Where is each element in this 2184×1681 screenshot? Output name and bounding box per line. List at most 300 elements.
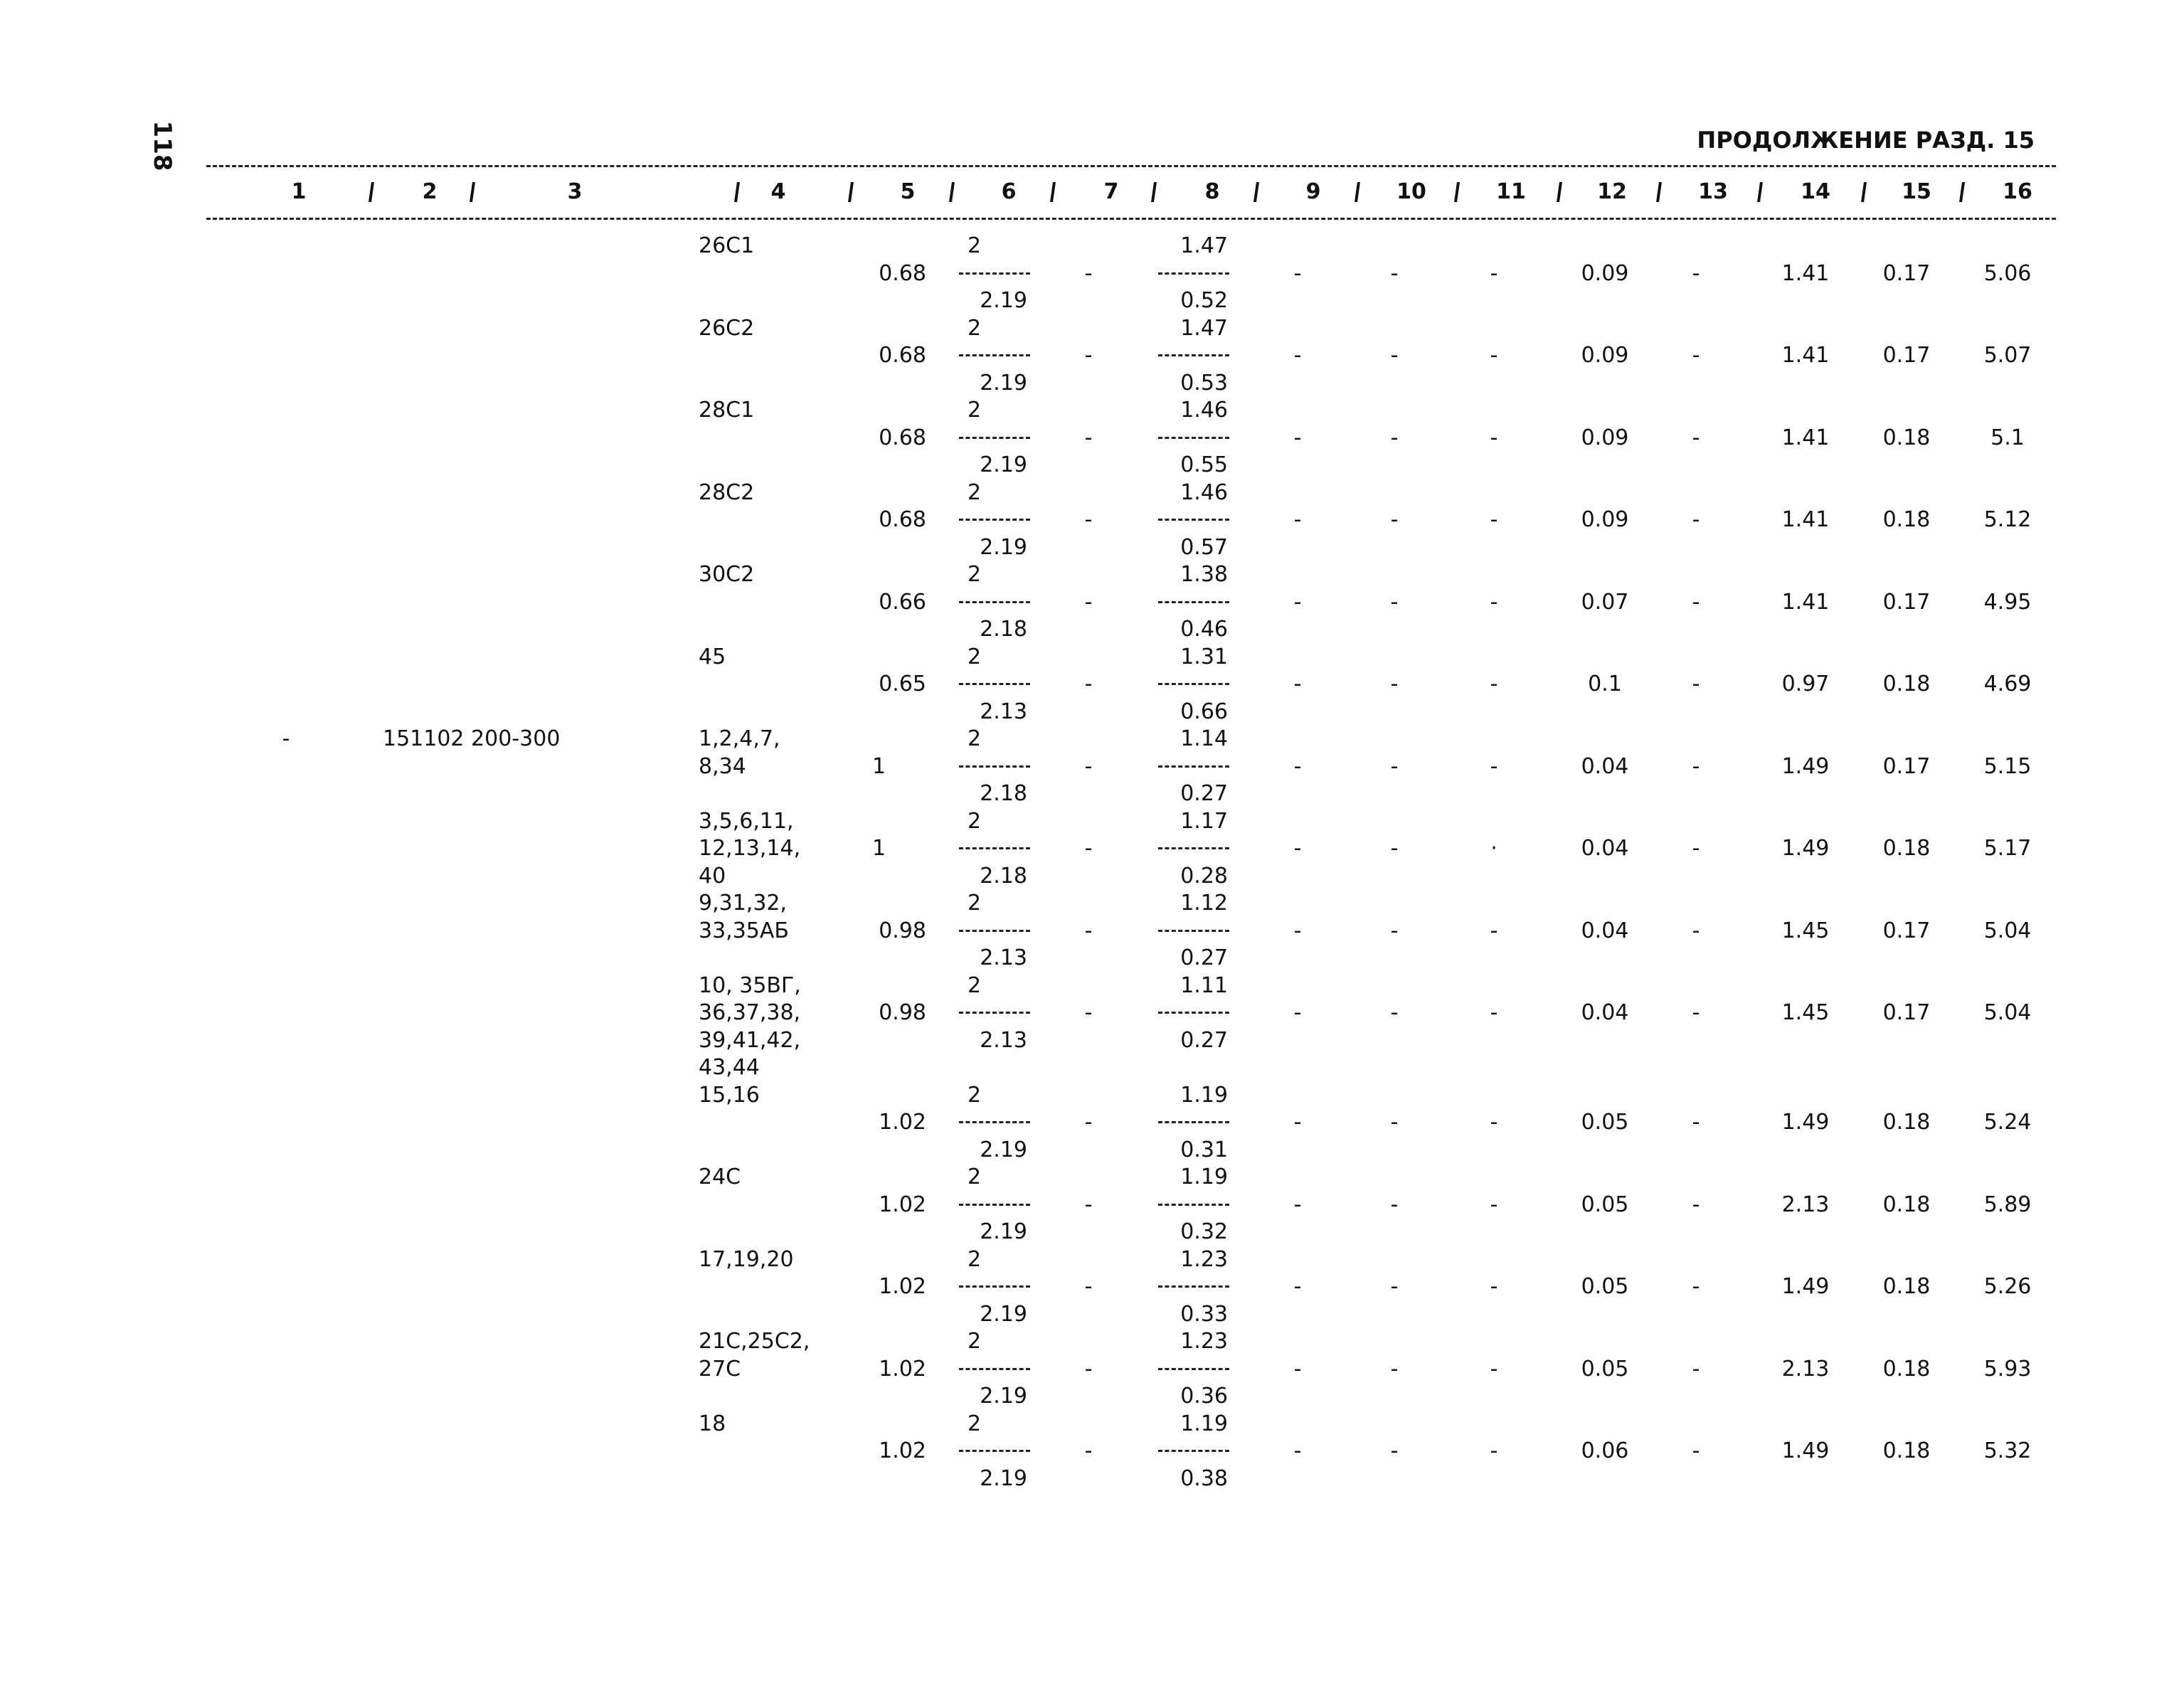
cell-col13: - (1692, 425, 1700, 450)
cell-col7: - (1084, 1438, 1093, 1463)
fraction-line (959, 765, 1030, 768)
cell-col5: 1.02 (879, 1274, 926, 1299)
cell-col8-numerator: 1.46 (1180, 398, 1228, 423)
cell-col5: 0.65 (879, 672, 926, 696)
cell-col11: - (1490, 1438, 1498, 1463)
column-separator (1959, 182, 1965, 202)
cell-col7: - (1084, 1356, 1093, 1382)
cell-col16: 5.06 (1983, 260, 2032, 286)
cell-col11: - (1490, 589, 1498, 615)
fraction-line (1158, 519, 1229, 521)
cell-col7: - (1084, 1110, 1093, 1135)
page-number: 118 (148, 120, 176, 171)
fraction-line (959, 847, 1030, 849)
cell-col6-denominator: 2.18 (980, 617, 1027, 642)
cell-col4-designation: 43,44 (699, 1055, 760, 1080)
cell-col16: 5.04 (1983, 1000, 2032, 1025)
cell-col13: - (1692, 1110, 1700, 1135)
cell-col5: 0.68 (879, 343, 926, 368)
column-separator (1557, 182, 1562, 202)
group-marker: - (282, 726, 290, 751)
cell-col14: 0.97 (1781, 672, 1830, 696)
cell-col4-designation: 15,16 (699, 1082, 760, 1108)
cell-col4-designation: 17,19,20 (699, 1246, 794, 1272)
cell-col13: - (1692, 589, 1700, 615)
cell-col8-numerator: 1.19 (1180, 1082, 1228, 1108)
cell-col14: 1.49 (1781, 836, 1830, 861)
cell-col9: - (1293, 589, 1302, 615)
column-separator (1454, 182, 1460, 202)
fraction-line (1158, 1204, 1229, 1206)
cell-col5: 1 (872, 836, 886, 861)
cell-col4-designation: 39,41,42, (699, 1027, 801, 1053)
cell-col11: - (1490, 1356, 1498, 1382)
section-title: ПРОДОЛЖЕНИЕ РАЗД. 15 (1697, 127, 2035, 154)
cell-col8-numerator: 1.17 (1180, 808, 1228, 834)
cell-col12: 0.04 (1581, 836, 1629, 861)
fraction-line (1158, 1450, 1229, 1452)
cell-col8-numerator: 1.14 (1180, 726, 1228, 751)
column-separator (1151, 182, 1157, 202)
cell-col10: - (1390, 836, 1399, 861)
cell-col6-denominator: 2.18 (980, 863, 1027, 889)
cell-col8-numerator: 1.11 (1180, 972, 1228, 998)
fraction-line (959, 601, 1030, 603)
cell-col13: - (1692, 1438, 1700, 1463)
cell-col15: 0.17 (1882, 343, 1931, 368)
fraction-line (959, 1450, 1030, 1452)
cell-col15: 0.17 (1882, 1000, 1931, 1025)
cell-col10: - (1390, 1192, 1399, 1217)
cell-col13: - (1692, 672, 1700, 696)
cell-col15: 0.18 (1882, 672, 1931, 696)
cell-col6-numerator: 2 (968, 644, 982, 669)
cell-col8-denominator: 0.57 (1180, 534, 1228, 560)
cell-col4-designation: 45 (699, 644, 726, 669)
cell-col14: 1.49 (1781, 1438, 1830, 1463)
column-separator (1355, 182, 1360, 202)
cell-col13: - (1692, 1192, 1700, 1217)
cell-col11: - (1490, 918, 1498, 943)
column-header-3: 3 (567, 179, 583, 204)
column-header-2: 2 (422, 179, 438, 204)
cell-col5: 1.02 (879, 1110, 926, 1135)
cell-col12: 0.04 (1581, 918, 1629, 943)
cell-col6-numerator: 2 (968, 562, 982, 587)
cell-col6-denominator: 2.19 (980, 534, 1027, 560)
cell-col9: - (1293, 1110, 1302, 1135)
cell-col9: - (1293, 836, 1302, 861)
cell-col10: - (1390, 672, 1399, 696)
cell-col12: 0.05 (1581, 1110, 1629, 1135)
cell-col5: 0.68 (879, 507, 926, 532)
column-separator (734, 182, 740, 202)
cell-col14: 2.13 (1781, 1356, 1830, 1382)
cell-col7: - (1084, 918, 1093, 943)
cell-col8-denominator: 0.27 (1180, 1027, 1228, 1053)
cell-col11: - (1490, 425, 1498, 450)
cell-col6-numerator: 2 (968, 972, 982, 998)
cell-col4-designation: 28С1 (699, 398, 755, 423)
column-header-14: 14 (1801, 179, 1830, 204)
fraction-line (1158, 437, 1229, 439)
cell-col5: 0.68 (879, 260, 926, 286)
column-separator (949, 182, 955, 202)
cell-col4-designation: 24С (699, 1165, 741, 1189)
cell-col8-numerator: 1.19 (1180, 1165, 1228, 1189)
cell-col4-designation: 1,2,4,7, (699, 726, 780, 751)
cell-col6-denominator: 2.13 (980, 945, 1027, 970)
fraction-line (959, 519, 1030, 521)
cell-col4-designation: 3,5,6,11, (699, 808, 794, 834)
cell-col8-denominator: 0.55 (1180, 452, 1228, 477)
column-header-6: 6 (1001, 179, 1017, 204)
cell-col11: · (1490, 836, 1497, 861)
cell-col9: - (1293, 918, 1302, 943)
cell-col6-denominator: 2.19 (980, 452, 1027, 477)
cell-col6-numerator: 2 (968, 233, 982, 258)
column-separator (1050, 182, 1056, 202)
cell-col11: - (1490, 1110, 1498, 1135)
cell-col6-numerator: 2 (968, 1411, 982, 1436)
cell-col4-designation: 26С1 (699, 233, 755, 258)
cell-col15: 0.18 (1882, 1356, 1931, 1382)
cell-col13: - (1692, 836, 1700, 861)
cell-col6-numerator: 2 (968, 398, 982, 423)
cell-col9: - (1293, 343, 1302, 368)
cell-col12: 0.06 (1581, 1438, 1629, 1463)
cell-col4-designation: 18 (699, 1411, 726, 1436)
column-separator (1253, 182, 1259, 202)
column-separator (1861, 182, 1867, 202)
cell-col9: - (1293, 1000, 1302, 1025)
cell-col4-designation: 33,35АБ (699, 918, 789, 943)
cell-col10: - (1390, 1000, 1399, 1025)
cell-col10: - (1390, 1274, 1399, 1299)
cell-col7: - (1084, 507, 1093, 532)
cell-col15: 0.18 (1882, 836, 1931, 861)
fraction-line (959, 930, 1030, 932)
cell-col14: 1.41 (1781, 507, 1830, 532)
cell-col6-denominator: 2.18 (980, 781, 1027, 806)
fraction-line (959, 272, 1030, 275)
cell-col6-numerator: 2 (968, 1329, 982, 1354)
cell-col12: 0.1 (1588, 672, 1622, 696)
cell-col14: 1.45 (1781, 918, 1830, 943)
cell-col13: - (1692, 507, 1700, 532)
cell-col10: - (1390, 343, 1399, 368)
cell-col5: 1.02 (879, 1438, 926, 1463)
column-header-1: 1 (291, 179, 307, 204)
cell-col8-denominator: 0.38 (1180, 1465, 1228, 1491)
cell-col8-denominator: 0.32 (1180, 1219, 1228, 1244)
cell-col9: - (1293, 1274, 1302, 1299)
cell-col15: 0.18 (1882, 425, 1931, 450)
cell-col4-designation: 8,34 (699, 753, 746, 779)
cell-col12: 0.04 (1581, 1000, 1629, 1025)
cell-col8-numerator: 1.12 (1180, 891, 1228, 916)
cell-col11: - (1490, 507, 1498, 532)
cell-col9: - (1293, 1192, 1302, 1217)
cell-col5: 0.66 (879, 589, 926, 615)
cell-col4-designation: 36,37,38, (699, 1000, 801, 1025)
cell-col11: - (1490, 1192, 1498, 1217)
cell-col6-numerator: 2 (968, 315, 982, 341)
column-header-10: 10 (1396, 179, 1426, 204)
cell-col4-designation: 9,31,32, (699, 891, 788, 916)
cell-col12: 0.05 (1581, 1356, 1629, 1382)
cell-col6-denominator: 2.19 (980, 1219, 1027, 1244)
cell-col11: - (1490, 1274, 1498, 1299)
header-bottom-rule (206, 218, 2056, 220)
fraction-line (959, 1121, 1030, 1123)
cell-col12: 0.04 (1581, 753, 1629, 779)
cell-col8-numerator: 1.38 (1180, 562, 1228, 587)
cell-col6-numerator: 2 (968, 808, 982, 834)
cell-col8-denominator: 0.46 (1180, 617, 1228, 642)
cell-col7: - (1084, 425, 1093, 450)
group-code: 151102 200-300 (383, 726, 561, 751)
cell-col10: - (1390, 1110, 1399, 1135)
cell-col16: 5.24 (1983, 1110, 2032, 1135)
cell-col16: 5.93 (1983, 1356, 2032, 1382)
cell-col10: - (1390, 260, 1399, 286)
cell-col8-numerator: 1.46 (1180, 479, 1228, 505)
fraction-line (1158, 847, 1229, 849)
fraction-line (1158, 354, 1229, 356)
cell-col16: 4.95 (1983, 589, 2032, 615)
cell-col14: 1.41 (1781, 260, 1830, 286)
cell-col7: - (1084, 753, 1093, 779)
cell-col15: 0.18 (1882, 1192, 1931, 1217)
cell-col10: - (1390, 589, 1399, 615)
column-header-4: 4 (770, 179, 786, 204)
cell-col4-designation: 21С,25С2, (699, 1329, 810, 1354)
column-header-5: 5 (900, 179, 916, 204)
cell-col12: 0.09 (1581, 260, 1629, 286)
cell-col7: - (1084, 260, 1093, 286)
column-separator (369, 182, 374, 202)
fraction-line (1158, 272, 1229, 275)
cell-col6-denominator: 2.19 (980, 1465, 1027, 1491)
cell-col5: 0.68 (879, 425, 926, 450)
cell-col4-designation: 26С2 (699, 315, 755, 341)
cell-col5: 0.98 (879, 918, 926, 943)
cell-col14: 2.13 (1781, 1192, 1830, 1217)
cell-col13: - (1692, 753, 1700, 779)
cell-col10: - (1390, 753, 1399, 779)
fraction-line (1158, 683, 1229, 685)
fraction-line (1158, 601, 1229, 603)
cell-col15: 0.18 (1882, 1438, 1931, 1463)
cell-col16: 5.1 (1990, 425, 2025, 450)
cell-col12: 0.05 (1581, 1274, 1629, 1299)
cell-col9: - (1293, 1438, 1302, 1463)
cell-col16: 5.12 (1983, 507, 2032, 532)
cell-col12: 0.09 (1581, 507, 1629, 532)
cell-col13: - (1692, 1000, 1700, 1025)
fraction-line (1158, 1368, 1229, 1370)
column-header-15: 15 (1902, 179, 1931, 204)
cell-col14: 1.41 (1781, 343, 1830, 368)
cell-col16: 5.15 (1983, 753, 2032, 779)
cell-col8-denominator: 0.52 (1180, 288, 1228, 313)
fraction-line (1158, 1121, 1229, 1123)
cell-col15: 0.18 (1882, 1110, 1931, 1135)
cell-col8-denominator: 0.27 (1180, 945, 1228, 970)
column-separator (1656, 182, 1662, 202)
cell-col8-denominator: 0.33 (1180, 1301, 1228, 1327)
cell-col9: - (1293, 1356, 1302, 1382)
cell-col11: - (1490, 753, 1498, 779)
cell-col8-denominator: 0.66 (1180, 699, 1228, 724)
cell-col6-numerator: 2 (968, 479, 982, 505)
cell-col6-numerator: 2 (968, 891, 982, 916)
cell-col11: - (1490, 260, 1498, 286)
cell-col6-denominator: 2.13 (980, 699, 1027, 724)
fraction-line (959, 437, 1030, 439)
cell-col14: 1.49 (1781, 753, 1830, 779)
cell-col6-denominator: 2.19 (980, 1301, 1027, 1327)
cell-col15: 0.17 (1882, 260, 1931, 286)
cell-col5: 1 (872, 753, 886, 779)
fraction-line (959, 1204, 1030, 1206)
cell-col7: - (1084, 589, 1093, 615)
cell-col9: - (1293, 672, 1302, 696)
cell-col9: - (1293, 425, 1302, 450)
cell-col13: - (1692, 1356, 1700, 1382)
cell-col13: - (1692, 343, 1700, 368)
cell-col15: 0.18 (1882, 1274, 1931, 1299)
column-header-12: 12 (1597, 179, 1627, 204)
cell-col10: - (1390, 918, 1399, 943)
cell-col8-numerator: 1.47 (1180, 233, 1228, 258)
cell-col6-denominator: 2.19 (980, 370, 1027, 396)
fraction-line (959, 1368, 1030, 1370)
cell-col5: 1.02 (879, 1356, 926, 1382)
cell-col8-numerator: 1.23 (1180, 1329, 1228, 1354)
cell-col6-numerator: 2 (968, 726, 982, 751)
header-top-rule (206, 165, 2056, 167)
cell-col13: - (1692, 918, 1700, 943)
cell-col7: - (1084, 1000, 1093, 1025)
fraction-line (1158, 1285, 1229, 1288)
cell-col5: 1.02 (879, 1192, 926, 1217)
cell-col4-designation: 12,13,14, (699, 836, 801, 861)
fraction-line (959, 354, 1030, 356)
cell-col4-designation: 40 (699, 863, 726, 889)
cell-col8-numerator: 1.31 (1180, 644, 1228, 669)
cell-col9: - (1293, 260, 1302, 286)
cell-col7: - (1084, 1192, 1093, 1217)
cell-col6-denominator: 2.19 (980, 1384, 1027, 1409)
column-separator (1757, 182, 1763, 202)
cell-col16: 5.04 (1983, 918, 2032, 943)
cell-col5: 0.98 (879, 1000, 926, 1025)
cell-col8-numerator: 1.23 (1180, 1246, 1228, 1272)
cell-col8-numerator: 1.47 (1180, 315, 1228, 341)
cell-col14: 1.49 (1781, 1110, 1830, 1135)
cell-col14: 1.49 (1781, 1274, 1830, 1299)
cell-col12: 0.09 (1581, 343, 1629, 368)
fraction-line (959, 1012, 1030, 1014)
column-header-8: 8 (1204, 179, 1220, 204)
cell-col4-designation: 30С2 (699, 562, 755, 587)
column-header-11: 11 (1496, 179, 1526, 204)
column-header-7: 7 (1103, 179, 1119, 204)
cell-col14: 1.41 (1781, 425, 1830, 450)
cell-col4-designation: 27С (699, 1356, 741, 1382)
cell-col15: 0.17 (1882, 589, 1931, 615)
column-header-9: 9 (1305, 179, 1321, 204)
cell-col8-denominator: 0.36 (1180, 1384, 1228, 1409)
cell-col11: - (1490, 672, 1498, 696)
cell-col8-denominator: 0.27 (1180, 781, 1228, 806)
cell-col10: - (1390, 425, 1399, 450)
cell-col6-numerator: 2 (968, 1082, 982, 1108)
cell-col9: - (1293, 507, 1302, 532)
column-separator (470, 182, 475, 202)
cell-col8-denominator: 0.31 (1180, 1137, 1228, 1162)
cell-col7: - (1084, 672, 1093, 696)
cell-col13: - (1692, 1274, 1700, 1299)
cell-col4-designation: 28С2 (699, 479, 755, 505)
cell-col10: - (1390, 1356, 1399, 1382)
cell-col7: - (1084, 343, 1093, 368)
column-separator (848, 182, 854, 202)
cell-col14: 1.45 (1781, 1000, 1830, 1025)
cell-col10: - (1390, 1438, 1399, 1463)
column-header-16: 16 (2003, 179, 2032, 204)
cell-col11: - (1490, 343, 1498, 368)
cell-col12: 0.07 (1581, 589, 1629, 615)
cell-col8-denominator: 0.53 (1180, 370, 1228, 396)
cell-col4-designation: 10, 35ВГ, (699, 972, 801, 998)
cell-col9: - (1293, 753, 1302, 779)
cell-col6-denominator: 2.13 (980, 1027, 1027, 1053)
cell-col15: 0.17 (1882, 918, 1931, 943)
fraction-line (959, 1285, 1030, 1288)
cell-col6-numerator: 2 (968, 1165, 982, 1189)
cell-col16: 5.26 (1983, 1274, 2032, 1299)
column-header-13: 13 (1698, 179, 1728, 204)
cell-col7: - (1084, 836, 1093, 861)
cell-col14: 1.41 (1781, 589, 1830, 615)
cell-col16: 5.17 (1983, 836, 2032, 861)
cell-col16: 5.89 (1983, 1192, 2032, 1217)
cell-col12: 0.05 (1581, 1192, 1629, 1217)
cell-col6-denominator: 2.19 (980, 1137, 1027, 1162)
cell-col10: - (1390, 507, 1399, 532)
cell-col6-numerator: 2 (968, 1246, 982, 1272)
cell-col16: 4.69 (1983, 672, 2032, 696)
cell-col8-numerator: 1.19 (1180, 1411, 1228, 1436)
cell-col15: 0.18 (1882, 507, 1931, 532)
cell-col16: 5.07 (1983, 343, 2032, 368)
cell-col11: - (1490, 1000, 1498, 1025)
cell-col8-denominator: 0.28 (1180, 863, 1228, 889)
cell-col6-denominator: 2.19 (980, 288, 1027, 313)
fraction-line (1158, 1012, 1229, 1014)
fraction-line (1158, 930, 1229, 932)
cell-col13: - (1692, 260, 1700, 286)
fraction-line (1158, 765, 1229, 768)
cell-col12: 0.09 (1581, 425, 1629, 450)
cell-col7: - (1084, 1274, 1093, 1299)
cell-col16: 5.32 (1983, 1438, 2032, 1463)
cell-col15: 0.17 (1882, 753, 1931, 779)
fraction-line (959, 683, 1030, 685)
